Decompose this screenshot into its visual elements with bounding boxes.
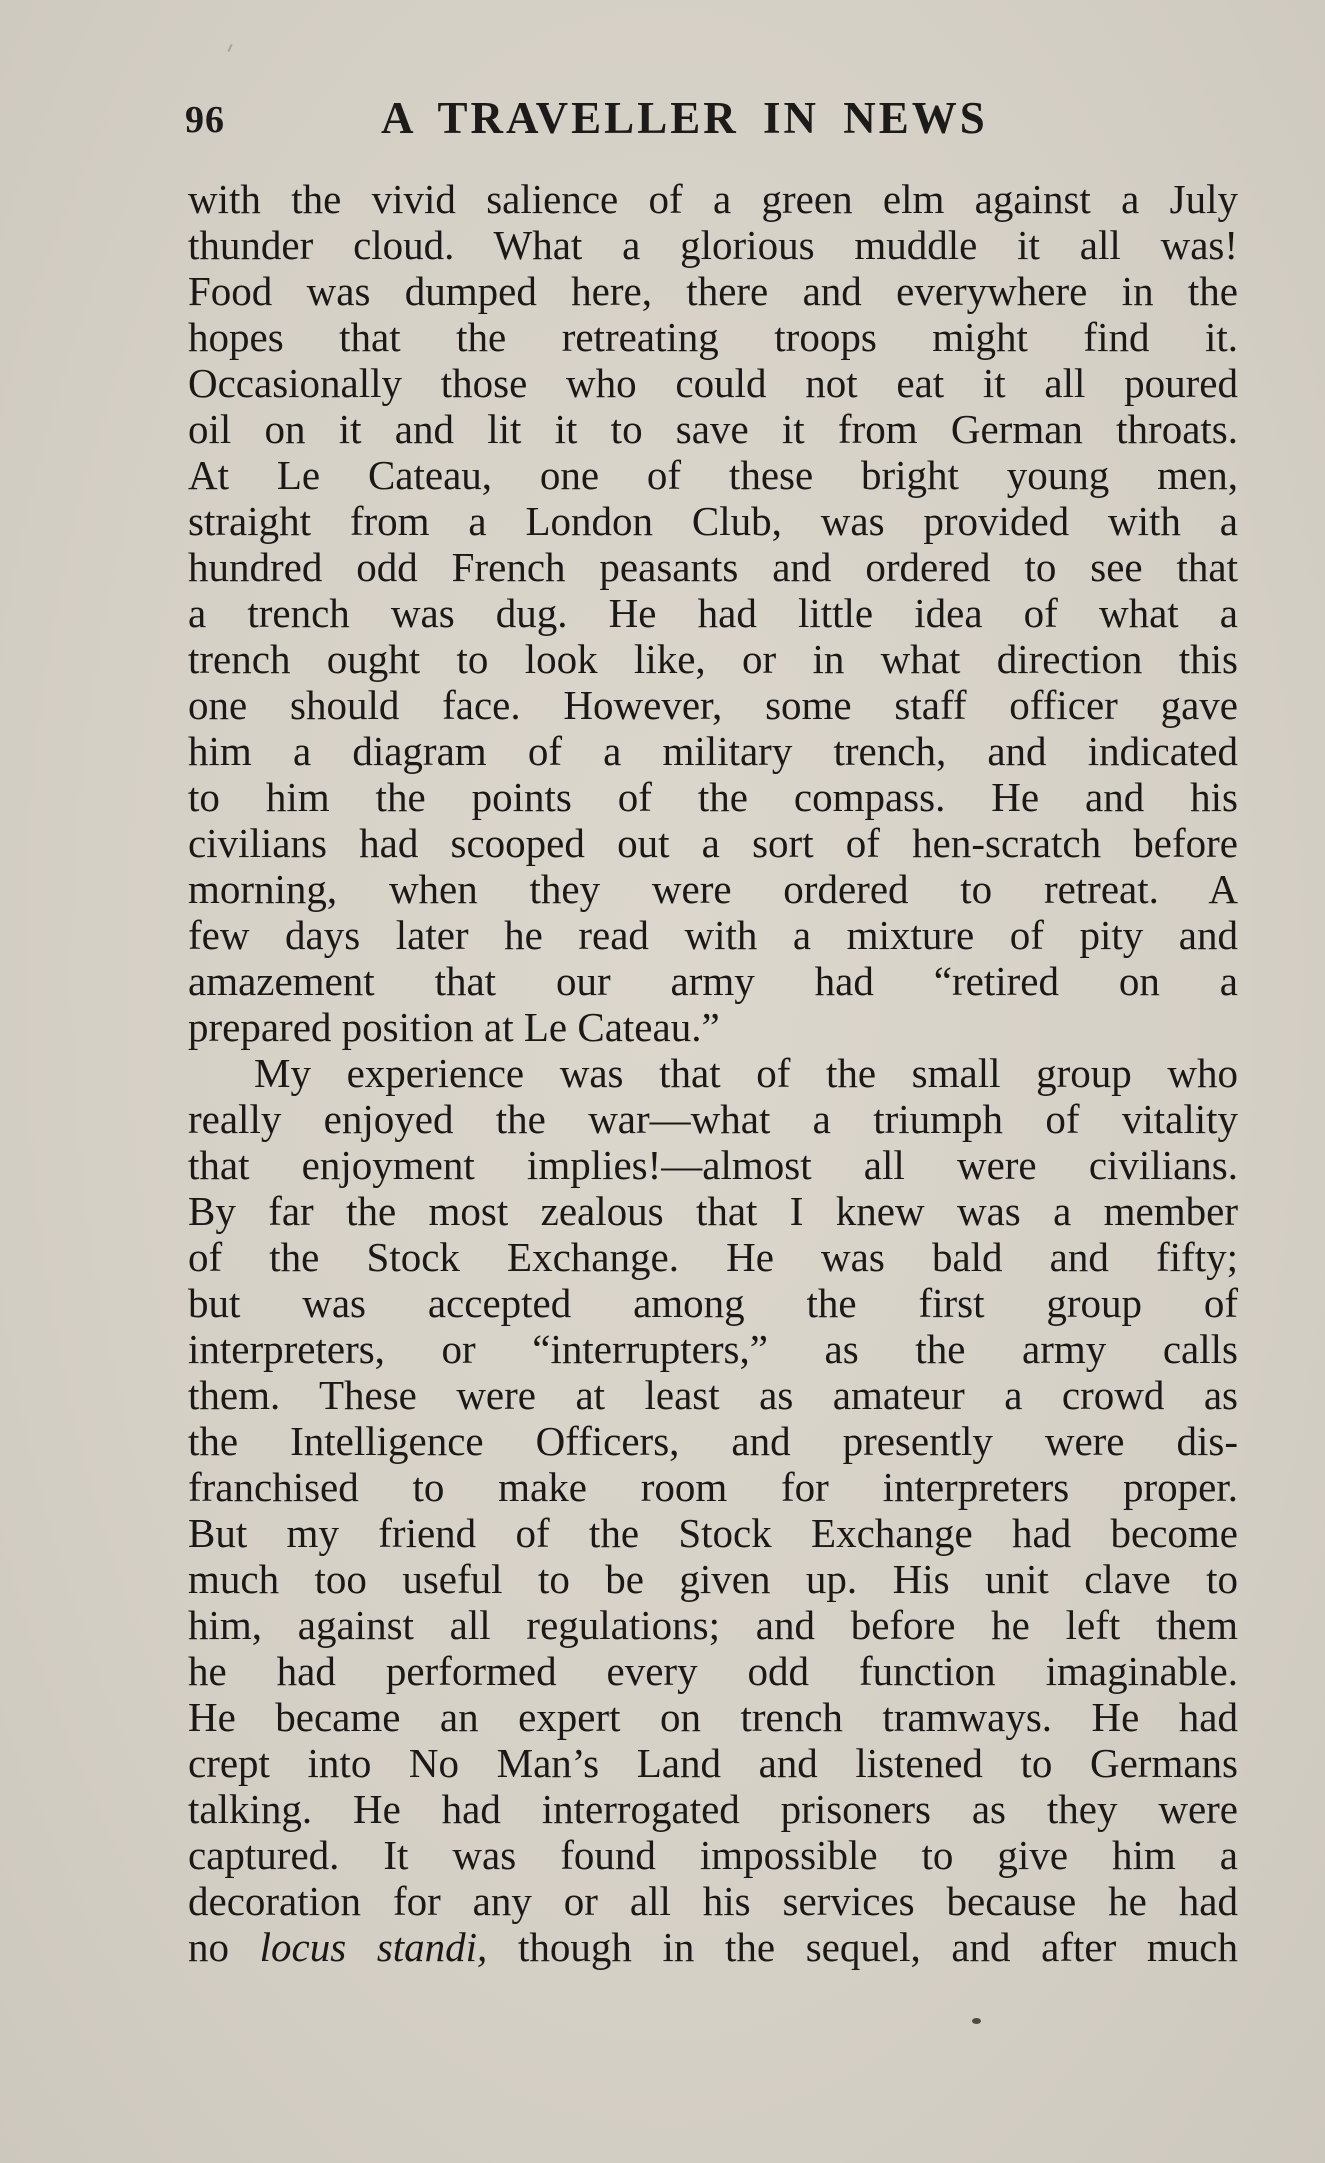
text-line: oil on it and lit it to save it from German throats. — [188, 406, 1238, 452]
paragraph-end-line: prepared position at Le Cateau.” — [188, 1004, 720, 1050]
text-line: straight from a London Club, was provided with a — [188, 498, 1238, 544]
paper-blemish — [227, 44, 232, 52]
text-line: morning, when they were ordered to retreat. A — [188, 866, 1238, 912]
final-line-start: no — [188, 1924, 260, 1970]
text-line: that enjoyment implies!—almost all were civilians. — [188, 1142, 1238, 1188]
text-line: much too useful to be given up. His unit clave to — [188, 1556, 1238, 1602]
text-line: them. These were at least as amateur a crowd as — [188, 1372, 1238, 1418]
text-line: But my friend of the Stock Exchange had become — [188, 1510, 1238, 1556]
text-line: hopes that the retreating troops might find it. — [188, 314, 1238, 360]
text-line: one should face. However, some staff officer gave — [188, 682, 1238, 728]
page-header — [185, 92, 1240, 152]
text-line: franchised to make room for interpreters proper. — [188, 1464, 1238, 1510]
text-line: He became an expert on trench tramways. He had — [188, 1694, 1238, 1740]
text-line: crept into No Man’s Land and listened to Germans — [188, 1740, 1238, 1786]
text-line: At Le Cateau, one of these bright young men, — [188, 452, 1238, 498]
text-line: thunder cloud. What a glorious muddle it all was! — [188, 222, 1238, 268]
final-text-line — [188, 1924, 1238, 1970]
text-line: civilians had scooped out a sort of hen-scratch before — [188, 820, 1238, 866]
text-line: but was accepted among the first group of — [188, 1280, 1238, 1326]
ink-speck — [972, 2018, 981, 2024]
text-line: him, against all regulations; and before he left them — [188, 1602, 1238, 1648]
body-text — [188, 176, 1238, 1970]
text-line: trench ought to look like, or in what direction this — [188, 636, 1238, 682]
final-line-end: though in the sequel, and after much — [487, 1924, 1238, 1970]
italic-phrase: locus standi, — [259, 1924, 488, 1970]
running-head: A TRAVELLER IN NEWS — [381, 93, 988, 143]
page-number: 96 — [185, 99, 225, 141]
text-line: By far the most zealous that I knew was a member — [188, 1188, 1238, 1234]
text-line: he had performed every odd function imaginable. — [188, 1648, 1238, 1694]
text-line: few days later he read with a mixture of pity and — [188, 912, 1238, 958]
text-line: Food was dumped here, there and everywhere in the — [188, 268, 1238, 314]
text-line: talking. He had interrogated prisoners as they were — [188, 1786, 1238, 1832]
text-line: Occasionally those who could not eat it all poured — [188, 360, 1238, 406]
text-line: the Intelligence Officers, and presently were dis- — [188, 1418, 1238, 1464]
text-line: a trench was dug. He had little idea of what a — [188, 590, 1238, 636]
text-line: him a diagram of a military trench, and indicated — [188, 728, 1238, 774]
text-line: captured. It was found impossible to give him a — [188, 1832, 1238, 1878]
text-line: with the vivid salience of a green elm against a July — [188, 176, 1238, 222]
text-line: hundred odd French peasants and ordered to see that — [188, 544, 1238, 590]
text-line: amazement that our army had “retired on a — [188, 958, 1238, 1004]
paragraph-first-line: My experience was that of the small group who — [254, 1050, 1238, 1096]
text-line: really enjoyed the war—what a triumph of vitality — [188, 1096, 1238, 1142]
text-line: of the Stock Exchange. He was bald and fifty; — [188, 1234, 1238, 1280]
text-line: interpreters, or “interrupters,” as the army calls — [188, 1326, 1238, 1372]
text-line: to him the points of the compass. He and his — [188, 774, 1238, 820]
text-line: decoration for any or all his services because he had — [188, 1878, 1238, 1924]
